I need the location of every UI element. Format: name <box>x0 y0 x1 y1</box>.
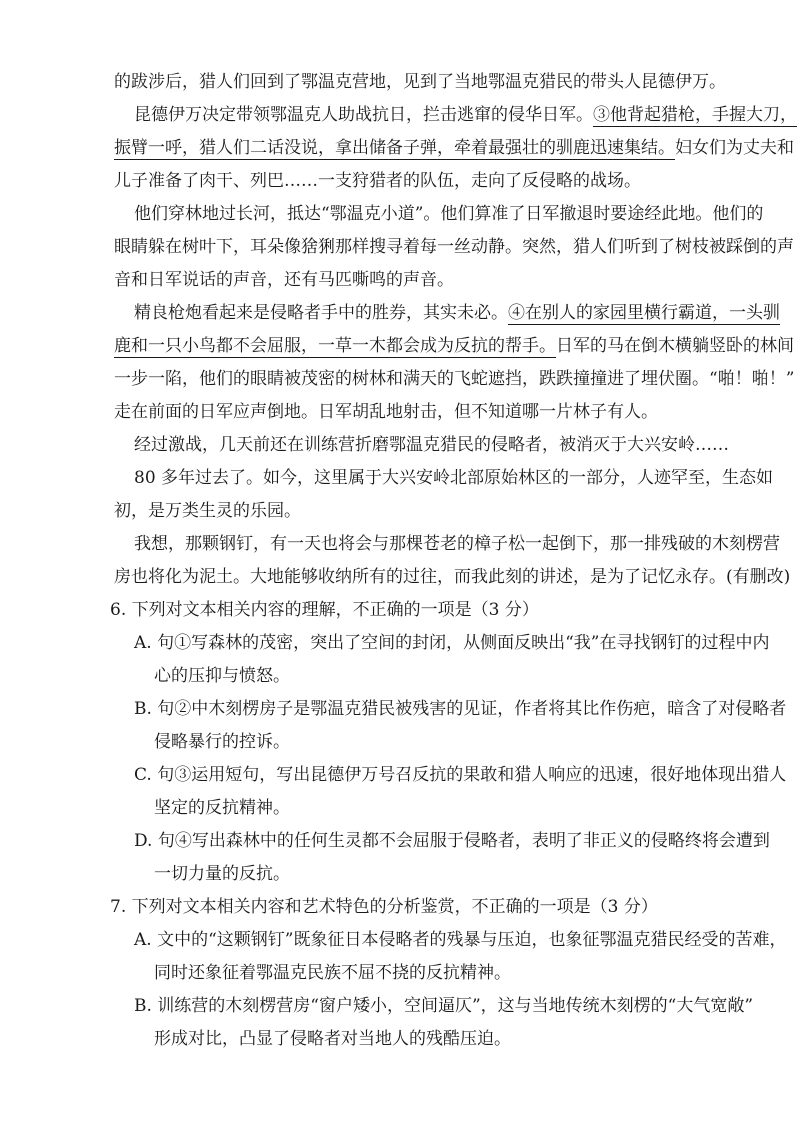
question-7-stem: 7. 下列对文本相关内容和艺术特色的分析鉴赏，不正确的一项是（3 分） <box>110 897 658 917</box>
passage-line: 经过激战，几天前还在训练营折磨鄂温克猎民的侵略者，被消灭于大兴安岭…… <box>134 435 729 455</box>
passage-line: 精良枪炮看起来是侵略者手中的胜券，其实未必。④在别人的家园里横行霸道，一头驯 <box>134 303 780 323</box>
passage-line: 昆德伊万决定带领鄂温克人助战抗日，拦击逃窜的侵华日军。③他背起猎枪，手握大刀， <box>134 105 797 125</box>
passage-line: 他们穿林地过长河，抵达“鄂温克小道”。他们算准了日军撤退时要途经此地。他们的 <box>134 204 764 224</box>
underlined-sentence-4: 鹿和一只小鸟都不会屈服，一草一木都会成为反抗的帮手。 <box>114 336 556 356</box>
passage-line: 80 多年过去了。如今，这里属于大兴安岭北部原始林区的一部分，人迹罕至，生态如 <box>134 468 774 488</box>
question-6-option-d: 一切力量的反抗。 <box>154 864 290 884</box>
question-6-option-b: B. 句②中木刻楞房子是鄂温克猎民被残害的见证，作者将其比作伤疤，暗含了对侵略者 <box>134 699 787 719</box>
passage-line: 走在前面的日军应声倒地。日军胡乱地射击，但不知道哪一片林子有人。 <box>114 402 658 422</box>
question-6-stem: 6. 下列对文本相关内容的理解，不正确的一项是（3 分） <box>110 600 539 620</box>
passage-line: 音和日军说话的声音，还有马匹嘶鸣的声音。 <box>114 270 454 290</box>
question-6-option-d: D. 句④写出森林中的任何生灵都不会屈服于侵略者，表明了非正义的侵略终将会遭到 <box>134 831 770 851</box>
question-6-option-c: C. 句③运用短句，写出昆德伊万号召反抗的果敢和猎人响应的迅速，很好地体现出猎人 <box>134 765 787 785</box>
question-7-option-b: B. 训练营的木刻楞营房“窗户矮小，空间逼仄”，这与当地传统木刻楞的“大气宽敞” <box>134 996 754 1016</box>
question-6-option-c: 坚定的反抗精神。 <box>154 798 290 818</box>
underlined-sentence-3: ③他背起猎枪，手握大刀， <box>593 105 797 125</box>
passage-line: 鹿和一只小鸟都不会屈服，一草一木都会成为反抗的帮手。日军的马在倒木横躺竖卧的林间 <box>114 336 794 356</box>
passage-line: 的跋涉后，猎人们回到了鄂温克营地，见到了当地鄂温克猎民的带头人昆德伊万。 <box>114 72 726 92</box>
question-7-option-a: A. 文中的“这颗钢钉”既象征日本侵略者的残暴与压迫，也象征鄂温克猎民经受的苦难， <box>134 930 787 950</box>
passage-line: 眼睛躲在树叶下，耳朵像猞猁那样搜寻着每一丝动静。突然，猎人们听到了树枝被踩倒的声 <box>114 237 794 257</box>
question-7-option-a: 同时还象征着鄂温克民族不屈不挠的反抗精神。 <box>154 963 511 983</box>
underlined-sentence-3: 振臂一呼，猎人们二话没说，拿出储备子弹，牵着最强壮的驯鹿迅速集结。 <box>114 138 675 158</box>
passage-line: 一步一陷，他们的眼睛被茂密的树林和满天的飞蛇遮挡，跌跌撞撞进了埋伏圈。“啪！啪！” <box>114 369 795 389</box>
passage-line: 振臂一呼，猎人们二话没说，拿出储备子弹，牵着最强壮的驯鹿迅速集结。妇女们为丈夫和 <box>114 138 794 158</box>
passage-line: 儿子准备了肉干、列巴……一支狩猎者的队伍，走向了反侵略的战场。 <box>114 171 641 191</box>
question-6-option-a: 心的压抑与愤怒。 <box>154 666 290 686</box>
question-6-option-a: A. 句①写森林的茂密，突出了空间的封闭，从侧面反映出“我”在寻找钢钉的过程中内 <box>134 633 770 653</box>
passage-line: 初，是万类生灵的乐园。 <box>114 501 301 521</box>
underlined-sentence-4: ④在别人的家园里横行霸道，一头驯 <box>508 303 780 323</box>
question-6-option-b: 侵略暴行的控诉。 <box>154 732 290 752</box>
question-7-option-b: 形成对比，凸显了侵略者对当地人的残酷压迫。 <box>154 1029 511 1049</box>
passage-line: 房也将化为泥土。大地能够收纳所有的过往，而我此刻的讲述，是为了记忆永存。(有删改) <box>114 567 791 587</box>
passage-line: 我想，那颗钢钉，有一天也将会与那棵苍老的樟子松一起倒下，那一排残破的木刻楞营 <box>134 534 780 554</box>
